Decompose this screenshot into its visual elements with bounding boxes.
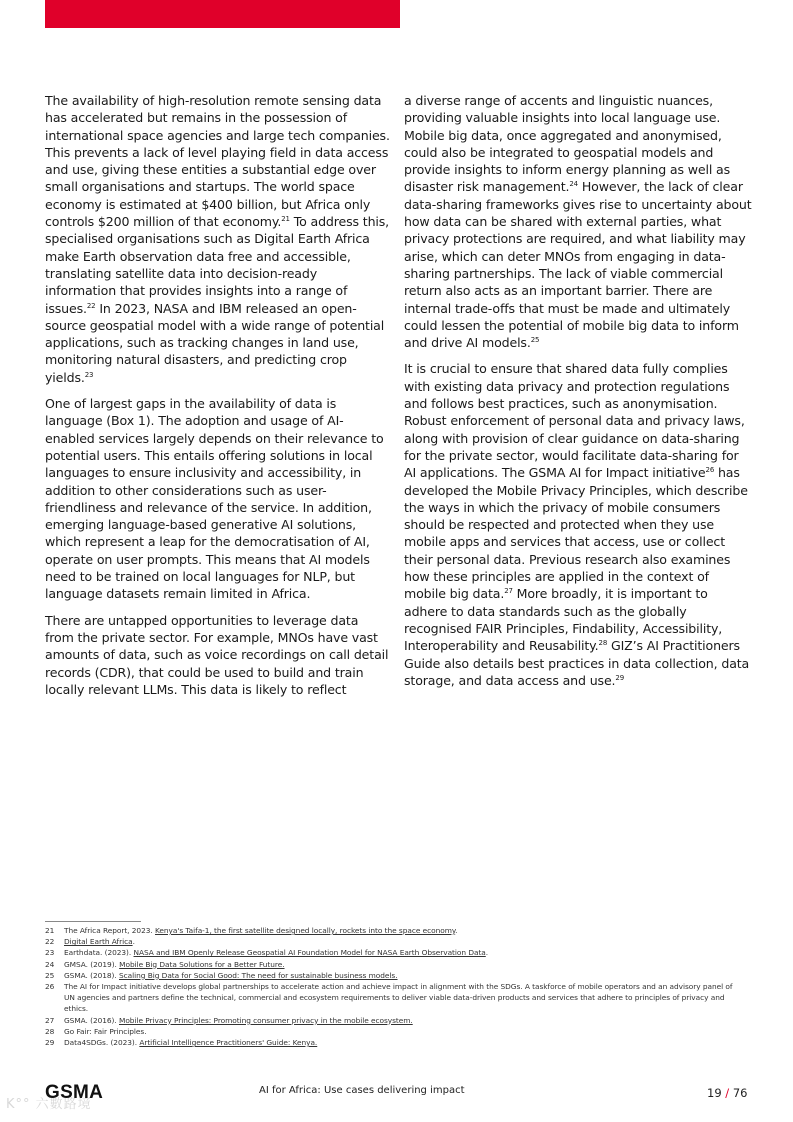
paragraph-text: In 2023, NASA and IBM released an open-source geospatial model with a wide range of potential applications, such as tracking changes in land use, monitoring natural disasters, and predicting crop yields. bbox=[45, 300, 385, 385]
left-column bbox=[45, 92, 390, 707]
footnote-reference[interactable]: 23 bbox=[84, 370, 94, 379]
footnote-reference[interactable]: 24 bbox=[569, 180, 578, 189]
footnote-item bbox=[45, 1037, 745, 1048]
header-accent-bar bbox=[45, 0, 400, 28]
footnote-number: 25 bbox=[45, 970, 55, 980]
footnote-number: 28 bbox=[45, 1026, 55, 1036]
page-total: 76 bbox=[732, 1086, 748, 1100]
footnote-text bbox=[64, 970, 745, 981]
footnote-suffix: . bbox=[485, 948, 489, 958]
footnote-source: Go Fair: Fair Principles. bbox=[64, 1026, 147, 1036]
footnote-source: GMSA. (2019). bbox=[64, 959, 120, 969]
paragraph-text: The availability of high-resolution remote sensing data has accelerated but remains in the possession of international space agencies and large tech companies. This prevents a lack of level playing field in data access and use, giving these entities a substantial edge over small organisations and startups. The world space economy is estimated at $400 billion, but Africa only controls $200 million of that economy. bbox=[45, 93, 390, 230]
paragraph-text: has developed the Mobile Privacy Principles, which describe the ways in which the privacy of mobile consumers should be respected and protected when they use mobile apps and services that access, use or collect their personal data. Previous research also examines how these principles are applied in the context of mobile big data. bbox=[404, 465, 748, 602]
paragraph bbox=[45, 612, 390, 698]
footnote-reference[interactable]: 29 bbox=[615, 673, 625, 682]
footer-document-title: AI for Africa: Use cases delivering impact bbox=[259, 1085, 465, 1096]
footnote-source: Earthdata. (2023). bbox=[64, 948, 134, 958]
footnote-link[interactable]: Mobile Big Data Solutions for a Better Future. bbox=[119, 959, 285, 969]
paragraph-text: It is crucial to ensure that shared data fully complies with existing data privacy and protection regulations and follows best practices, such as anonymisation. Robust enforcement of personal data and privacy laws, along with provision of clear guidance on data-sharing for the private sector, would facilitate data-sharing for AI applications. The GSMA AI for Impact initiative bbox=[404, 361, 745, 481]
paragraph bbox=[45, 395, 390, 603]
footnote-text bbox=[64, 981, 745, 1015]
footnote-suffix: . bbox=[455, 926, 458, 935]
footnote-number: 29 bbox=[45, 1038, 55, 1048]
footnote-reference[interactable]: 27 bbox=[504, 587, 513, 596]
footnote-source: GSMA. (2016). bbox=[64, 1015, 119, 1025]
footnote-source: The Africa Report, 2023. bbox=[64, 926, 155, 935]
footnote-number: 21 bbox=[45, 926, 55, 935]
footnote-reference[interactable]: 22 bbox=[86, 301, 96, 310]
gsma-logo: GSMA bbox=[45, 1082, 104, 1103]
footnote-item bbox=[45, 970, 745, 981]
footnote-link[interactable]: Mobile Privacy Principles: Promoting consumer privacy in the mobile ecosystem. bbox=[119, 1015, 413, 1025]
paragraph-text: a diverse range of accents and linguistic nuances, providing valuable insights into local language use. Mobile big data, once aggregated and anonymised, could also be integrated to geospatial models and provide insights to inform energy planning as well as disaster risk management. bbox=[404, 93, 731, 195]
footnote-item bbox=[45, 1026, 745, 1037]
footnote-text bbox=[64, 925, 745, 936]
footnote-reference[interactable]: 26 bbox=[705, 466, 715, 475]
footnote-item bbox=[45, 981, 745, 1015]
footnote-text bbox=[64, 936, 745, 947]
paragraph-text: However, the lack of clear data-sharing frameworks gives rise to uncertainty about how data can be shared with external parties, what privacy protections are required, and what liability may arise, which can deter MNOs from engaging in data-sharing partnerships. The lack of viable commercial return also acts as an important barrier. There are internal trade-offs that must be made and ultimately could lessen the potential of mobile big data to inform and drive AI models. bbox=[404, 179, 752, 351]
paragraph-text: To address this, specialised organisations such as Digital Earth Africa make Earth observation data free and accessible, translating satellite data into decision-ready information that provides insights into a range of issues. bbox=[45, 214, 390, 316]
footnote-reference[interactable]: 21 bbox=[281, 215, 290, 224]
footnote-number: 26 bbox=[45, 982, 55, 992]
paragraph-text: GIZ’s AI Practitioners Guide also details best practices in data collection, data storage, and data access and use. bbox=[404, 638, 750, 688]
footnote-link[interactable]: Artificial Intelligence Practitioners' Guide: Kenya. bbox=[139, 1038, 318, 1048]
footnote-source: The AI for Impact initiative develops global partnerships to accelerate action and achieve impact in alignment with the SDGs. A taskforce of mobile operators and an advisory panel of UN agencies and partners define the technical, commercial and ecosystem requirements to deliver viable data-driven products and services that adhere to principles of privacy and ethics. bbox=[64, 982, 733, 1014]
watermark: K°° 六數路境 bbox=[6, 1097, 92, 1112]
footnote-divider bbox=[45, 921, 141, 922]
footnote-link[interactable]: NASA and IBM Openly Release Geospatial AI Foundation Model for NASA Earth Observation Data bbox=[133, 948, 486, 958]
footnote-link[interactable]: Kenya's Taifa-1, the first satellite designed locally, rockets into the space economy bbox=[154, 926, 456, 935]
footnote-source: GSMA. (2018). bbox=[64, 970, 119, 980]
footnote-text bbox=[64, 959, 745, 970]
footnote-suffix: . bbox=[132, 937, 135, 947]
page-separator: / bbox=[725, 1086, 730, 1100]
footnote-item bbox=[45, 959, 745, 970]
footnote-number: 24 bbox=[45, 959, 55, 969]
footnote-reference[interactable]: 28 bbox=[598, 639, 608, 648]
page-number bbox=[707, 1086, 747, 1100]
footnote-source: Data4SDGs. (2023). bbox=[64, 1038, 140, 1048]
paragraph bbox=[45, 92, 390, 386]
footnote-number: 23 bbox=[45, 948, 55, 958]
paragraph bbox=[404, 360, 752, 689]
footnotes bbox=[45, 925, 745, 1048]
paragraph-text: There are untapped opportunities to leverage data from the private sector. For example, MNOs have vast amounts of data, such as voice recordings on call detail records (CDR), that could be used to build and train locally relevant LLMs. This data is likely to reflect bbox=[45, 612, 389, 697]
footnote-item bbox=[45, 947, 745, 958]
paragraph bbox=[404, 92, 752, 351]
footnote-link[interactable]: Digital Earth Africa bbox=[64, 937, 133, 947]
footnote-number: 22 bbox=[45, 937, 55, 947]
paragraph-text: More broadly, it is important to adhere to data standards such as the globally recognised FAIR Principles, Findability, Accessibility, Interoperability and Reusability. bbox=[404, 586, 723, 654]
footnote-text bbox=[64, 1015, 745, 1026]
footnote-item bbox=[45, 925, 745, 936]
footnote-item bbox=[45, 936, 745, 947]
footnote-number: 27 bbox=[45, 1015, 55, 1025]
footnote-text bbox=[64, 947, 745, 958]
footnote-text bbox=[64, 1037, 745, 1048]
footnote-link[interactable]: Scaling Big Data for Social Good: The need for sustainable business models. bbox=[119, 970, 398, 980]
footnote-item bbox=[45, 1015, 745, 1026]
footnote-text bbox=[64, 1026, 745, 1037]
paragraph-text: One of largest gaps in the availability of data is language (Box 1). The adoption and usage of AI-enabled services largely depends on their relevance to potential users. This entails offering solutions in local languages to ensure inclusivity and accessibility, in addition to other considerations such as user-friendliness and relevance of the service. In addition, emerging language-based generative AI solutions, which represent a leap for the democratisation of AI, operate on user prompts. This means that AI models need to be trained on local languages for NLP, but language datasets remain limited in Africa. bbox=[45, 396, 384, 602]
footnote-reference[interactable]: 25 bbox=[530, 336, 540, 345]
right-column bbox=[404, 92, 752, 698]
page-current: 19 bbox=[707, 1086, 722, 1100]
